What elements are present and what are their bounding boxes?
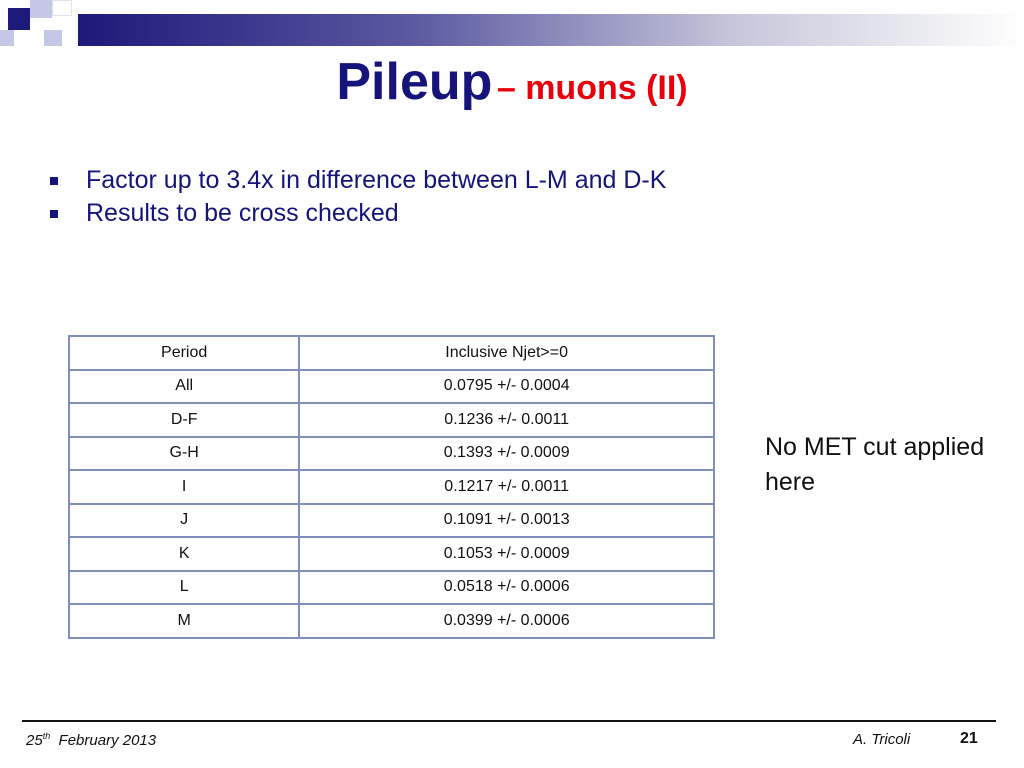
bullet-item	[46, 197, 666, 230]
cell-period: All	[69, 370, 299, 404]
table-row	[69, 504, 714, 538]
footer-date	[26, 731, 156, 749]
cell-value: 0.0795 +/- 0.0004	[299, 370, 714, 404]
results-table	[68, 335, 715, 639]
cell-period: L	[69, 571, 299, 605]
table-row	[69, 437, 714, 471]
table-row	[69, 370, 714, 404]
cell-period: I	[69, 470, 299, 504]
column-header-period: Period	[69, 336, 299, 370]
bullet-item	[46, 164, 666, 197]
cell-value: 0.1053 +/- 0.0009	[299, 537, 714, 571]
cell-period: G-H	[69, 437, 299, 471]
table-row	[69, 604, 714, 638]
top-gradient-bar	[78, 14, 1024, 46]
corner-logo	[0, 0, 80, 52]
title-main: Pileup	[336, 53, 493, 111]
footer-divider	[22, 720, 996, 722]
footer-author: A. Tricoli	[853, 731, 911, 748]
footer-date-suffix: th	[42, 731, 51, 741]
footer-date-rest: February 2013	[58, 732, 157, 749]
slide-title	[0, 52, 1024, 112]
side-note: No MET cut applied here	[765, 433, 985, 496]
cell-value: 0.0518 +/- 0.0006	[299, 571, 714, 605]
column-header-inclusive: Inclusive Njet>=0	[299, 336, 714, 370]
square-bullet-icon	[50, 210, 58, 218]
cell-value: 0.1236 +/- 0.0011	[299, 403, 714, 437]
footer-date-day: 25	[26, 732, 43, 749]
cell-value: 0.1393 +/- 0.0009	[299, 437, 714, 471]
bullet-text: Factor up to 3.4x in difference between L-M and D-K	[86, 166, 667, 194]
table-header-row	[69, 336, 714, 370]
table-row	[69, 571, 714, 605]
cell-value: 0.1217 +/- 0.0011	[299, 470, 714, 504]
cell-value: 0.1091 +/- 0.0013	[299, 504, 714, 538]
cell-period: D-F	[69, 403, 299, 437]
cell-period: M	[69, 604, 299, 638]
cell-period: K	[69, 537, 299, 571]
page-number: 21	[960, 730, 978, 747]
square-bullet-icon	[50, 177, 58, 185]
bullet-text: Results to be cross checked	[86, 199, 399, 227]
cell-value: 0.0399 +/- 0.0006	[299, 604, 714, 638]
title-sub: – muons (II)	[496, 69, 688, 107]
cell-period: J	[69, 504, 299, 538]
table-row	[69, 470, 714, 504]
table-row	[69, 537, 714, 571]
bullet-list	[46, 164, 666, 230]
table-row	[69, 403, 714, 437]
